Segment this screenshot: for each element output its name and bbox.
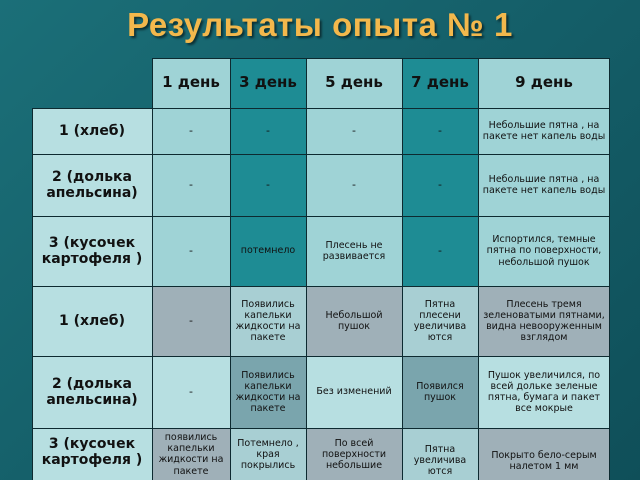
- grid-line: [402, 58, 403, 480]
- table-cell: Пятна плесени увеличива ются: [402, 286, 478, 356]
- table-cell: Испортился, темные пятна по поверхности, небольшой пушок: [478, 216, 610, 286]
- row-header: 1 (хлеб): [32, 286, 152, 356]
- grid-line: [32, 108, 33, 480]
- grid-line: [230, 58, 231, 480]
- grid-line: [478, 58, 479, 480]
- grid-line: [32, 428, 610, 429]
- table-cell: -: [306, 154, 402, 216]
- column-header: 1 день: [152, 58, 230, 108]
- grid-line: [32, 108, 610, 109]
- row-header: 3 (кусочек картофеля ): [32, 216, 152, 286]
- table-cell: -: [152, 356, 230, 428]
- table-cell: -: [230, 154, 306, 216]
- grid-line: [306, 58, 307, 480]
- column-header: 7 день: [402, 58, 478, 108]
- table-cell: Небольшие пятна , на пакете нет капель воды: [478, 154, 610, 216]
- table-cell: Покрыто бело-серым налетом 1 мм: [478, 428, 610, 480]
- column-header: 9 день: [478, 58, 610, 108]
- table-cell: Появились капельки жидкости на пакете: [230, 286, 306, 356]
- table-cell: Пушок увеличился, по всей дольке зеленые пятна, бумага и пакет все мокрые: [478, 356, 610, 428]
- table-cell: Небольшие пятна , на пакете нет капель воды: [478, 108, 610, 154]
- grid-line: [32, 286, 610, 287]
- table-cell: Плесень тремя зеленоватыми пятнами, видна невооруженным взглядом: [478, 286, 610, 356]
- column-header: 3 день: [230, 58, 306, 108]
- table-cell: Появились капельки жидкости на пакете: [230, 356, 306, 428]
- table-cell: По всей поверхности небольшие: [306, 428, 402, 480]
- row-header: 2 (долька апельсина): [32, 154, 152, 216]
- table-cell: Плесень не развивается: [306, 216, 402, 286]
- table-cell: -: [306, 108, 402, 154]
- table-cell: потемнело: [230, 216, 306, 286]
- table-cell: Потемнело , края покрылись: [230, 428, 306, 480]
- table-cell: Небольшой пушок: [306, 286, 402, 356]
- grid-line: [32, 216, 610, 217]
- table-cell: Без изменений: [306, 356, 402, 428]
- table-cell: появились капельки жидкости на пакете: [152, 428, 230, 480]
- table-cell: -: [402, 154, 478, 216]
- grid-line: [152, 58, 610, 59]
- table-cell: -: [152, 108, 230, 154]
- grid-line: [32, 356, 610, 357]
- table-cell: -: [230, 108, 306, 154]
- table-cell: Пятна увеличива ются: [402, 428, 478, 480]
- column-header: 5 день: [306, 58, 402, 108]
- table-cell: -: [152, 154, 230, 216]
- row-header: 1 (хлеб): [32, 108, 152, 154]
- row-header: 2 (долька апельсина): [32, 356, 152, 428]
- table-cell: -: [152, 286, 230, 356]
- grid-line: [32, 154, 610, 155]
- grid-line: [609, 58, 610, 480]
- table-cell: -: [402, 108, 478, 154]
- table-cell: Появился пушок: [402, 356, 478, 428]
- table-cell: -: [402, 216, 478, 286]
- slide-title: Результаты опыта № 1: [127, 6, 513, 43]
- row-header: 3 (кусочек картофеля ): [32, 428, 152, 480]
- table-cell: -: [152, 216, 230, 286]
- grid-line: [152, 58, 153, 480]
